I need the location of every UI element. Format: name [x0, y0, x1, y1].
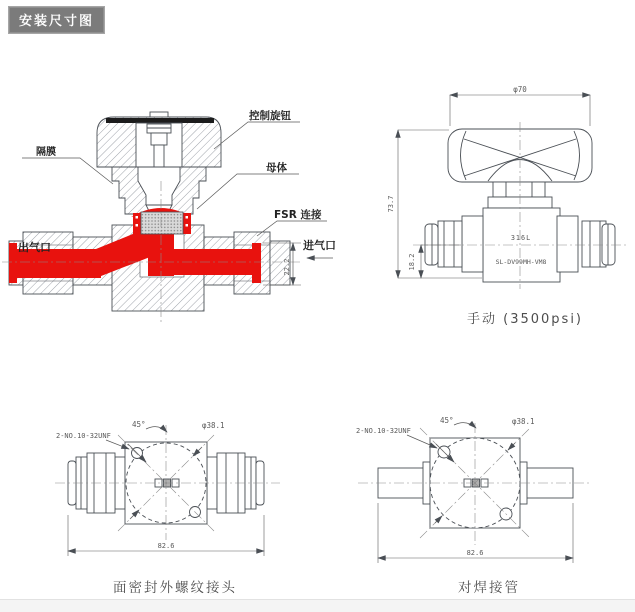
caption-manual: 手动 (3500psi) [467, 312, 583, 327]
dim-port-height: 22.2 [283, 258, 291, 276]
label-angle: 45° [440, 416, 454, 425]
gland-knurl [141, 212, 183, 234]
body-marking-material: 316L [510, 234, 532, 242]
label-diaphragm: 隔膜 [36, 147, 56, 158]
label-control-knob: 控制旋钮 [249, 110, 291, 122]
title-badge: 安装尺寸图 [8, 6, 105, 34]
label-diameter: φ38.1 [202, 421, 225, 430]
label-fsr-connection: FSR 连接 [274, 209, 322, 221]
label-outlet: 出气口 [18, 241, 51, 254]
dim-overall-height: 73.7 [387, 195, 395, 213]
label-diameter: φ38.1 [512, 417, 535, 426]
panel-nut [493, 182, 545, 197]
label-body: 母体 [266, 162, 287, 174]
dim-port-center-height: 18.2 [408, 253, 416, 271]
valve-section-view [0, 85, 340, 335]
dim-handle-width: φ70 [513, 85, 527, 94]
manual-valve-view [385, 82, 635, 334]
body-marking-model: SL-DV99MH-VM8 [495, 258, 547, 266]
dim-overall-width: 82.6 [157, 542, 175, 550]
bottom-divider [0, 599, 635, 612]
label-inlet: 进气口 [303, 239, 336, 252]
butt-weld-view [350, 395, 635, 610]
label-angle: 45° [132, 420, 146, 429]
face-seal-view [40, 395, 290, 610]
label-holes: 2-NO.10-32UNF [356, 427, 411, 435]
caption-face-seal: 面密封外螺纹接头 [113, 580, 237, 596]
label-holes: 2-NO.10-32UNF [56, 432, 111, 440]
dim-overall-width: 82.6 [466, 549, 484, 557]
knob-cap-strip [106, 118, 214, 123]
caption-butt-weld: 对焊接管 [458, 580, 520, 596]
